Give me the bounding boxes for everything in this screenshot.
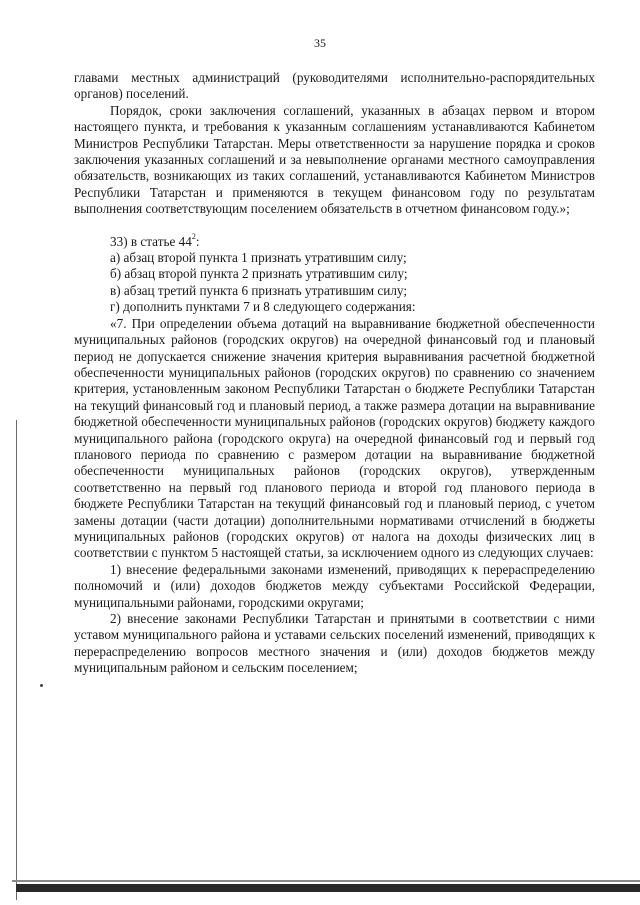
document-body <box>74 70 595 677</box>
paragraph-2: Порядок, сроки заключения соглашений, указанных в абзацах первом и втором настоящего пункта, и требования к указанным соглашениям устанавливаются Кабинетом Министров Республики Татарстан. Меры ответственности за нарушение порядка и сроков заключения указанных соглашений и за невыполнение органами местного самоуправления обязательств, возникающих из таких соглашений, устанавливаются Кабинетом Министров Республики Татарстан и применяются в текущем финансовом году по результатам выполнения соответствующим поселением обязательств в отчетном финансовом году.»; <box>74 102 595 217</box>
paragraph-6: в) абзац третий пункта 6 признать утратившим силу; <box>110 282 408 298</box>
page-number: 35 <box>314 36 326 50</box>
scan-edge-bottom <box>16 884 640 892</box>
paragraph-10: 2) внесение законами Республики Татарстан и принятыми в соответствии с ними уставом муниципального района и уставами сельских поселений изменений, приводящих к перераспределению вопросов местного значения и (или) доходов бюджетов между муниципальным районом и сельским поселением; <box>74 611 595 676</box>
paragraph-8: «7. При определении объема дотаций на выравнивание бюджетной обеспеченности муниципальных районов (городских округов) на очередной финансовый год и плановый период не допускается снижение значения критерия выравнивания расчетной бюджетной обеспеченности муниципальных районов (городских округов) по сравнению со значением критерия, установленным законом Республики Татарстан о бюджете Республики Татарстан на текущий финансовый год и плановый период, а также размера дотации на выравнивание бюджетной обеспеченности муниципальных районов (городских округов) бюджету каждого муниципального района (городского округа) на очередной финансовый год и первый год планового периода по сравнению с размером дотации на выравнивание бюджетной обеспеченности муниципальных районов (городских округов), утвержденным соответственно на первый год планового периода и второй год планового периода в бюджете Республики Татарстан на текущий финансовый год и плановый период, с учетом замены дотации (части дотации) дополнительными нормативами отчислений в бюджеты муниципальных районов (городских округов) от налога на доходы физических лиц в соответствии с пунктом 5 настоящей статьи, за исключением одного из следующих случаев: <box>74 315 595 561</box>
paragraph-9: 1) внесение федеральными законами изменений, приводящих к перераспределению полномочий и (или) доходов бюджетов между субъектами Российской Федерации, муниципальными районами, городскими округами; <box>74 561 595 610</box>
paragraph-1: главами местных администраций (руководителями исполнительно-распорядительных органов) поселений. <box>74 70 595 102</box>
article-ref-colon: : <box>195 233 200 249</box>
article-ref-text: 33) в статье 44 <box>110 233 192 249</box>
paragraph-7: г) дополнить пунктами 7 и 8 следующего содержания: <box>110 299 416 315</box>
paragraph-5: б) абзац второй пункта 2 признать утратившим силу; <box>110 266 408 282</box>
paragraph-3 <box>74 234 595 250</box>
paragraph-gap <box>74 218 595 234</box>
scan-edge-left <box>16 420 17 900</box>
scan-speck <box>40 684 43 687</box>
scan-edge-line <box>12 880 640 882</box>
paragraph-4: а) абзац второй пункта 1 признать утратившим силу; <box>110 250 407 266</box>
article-superscript: 2 <box>191 232 196 242</box>
